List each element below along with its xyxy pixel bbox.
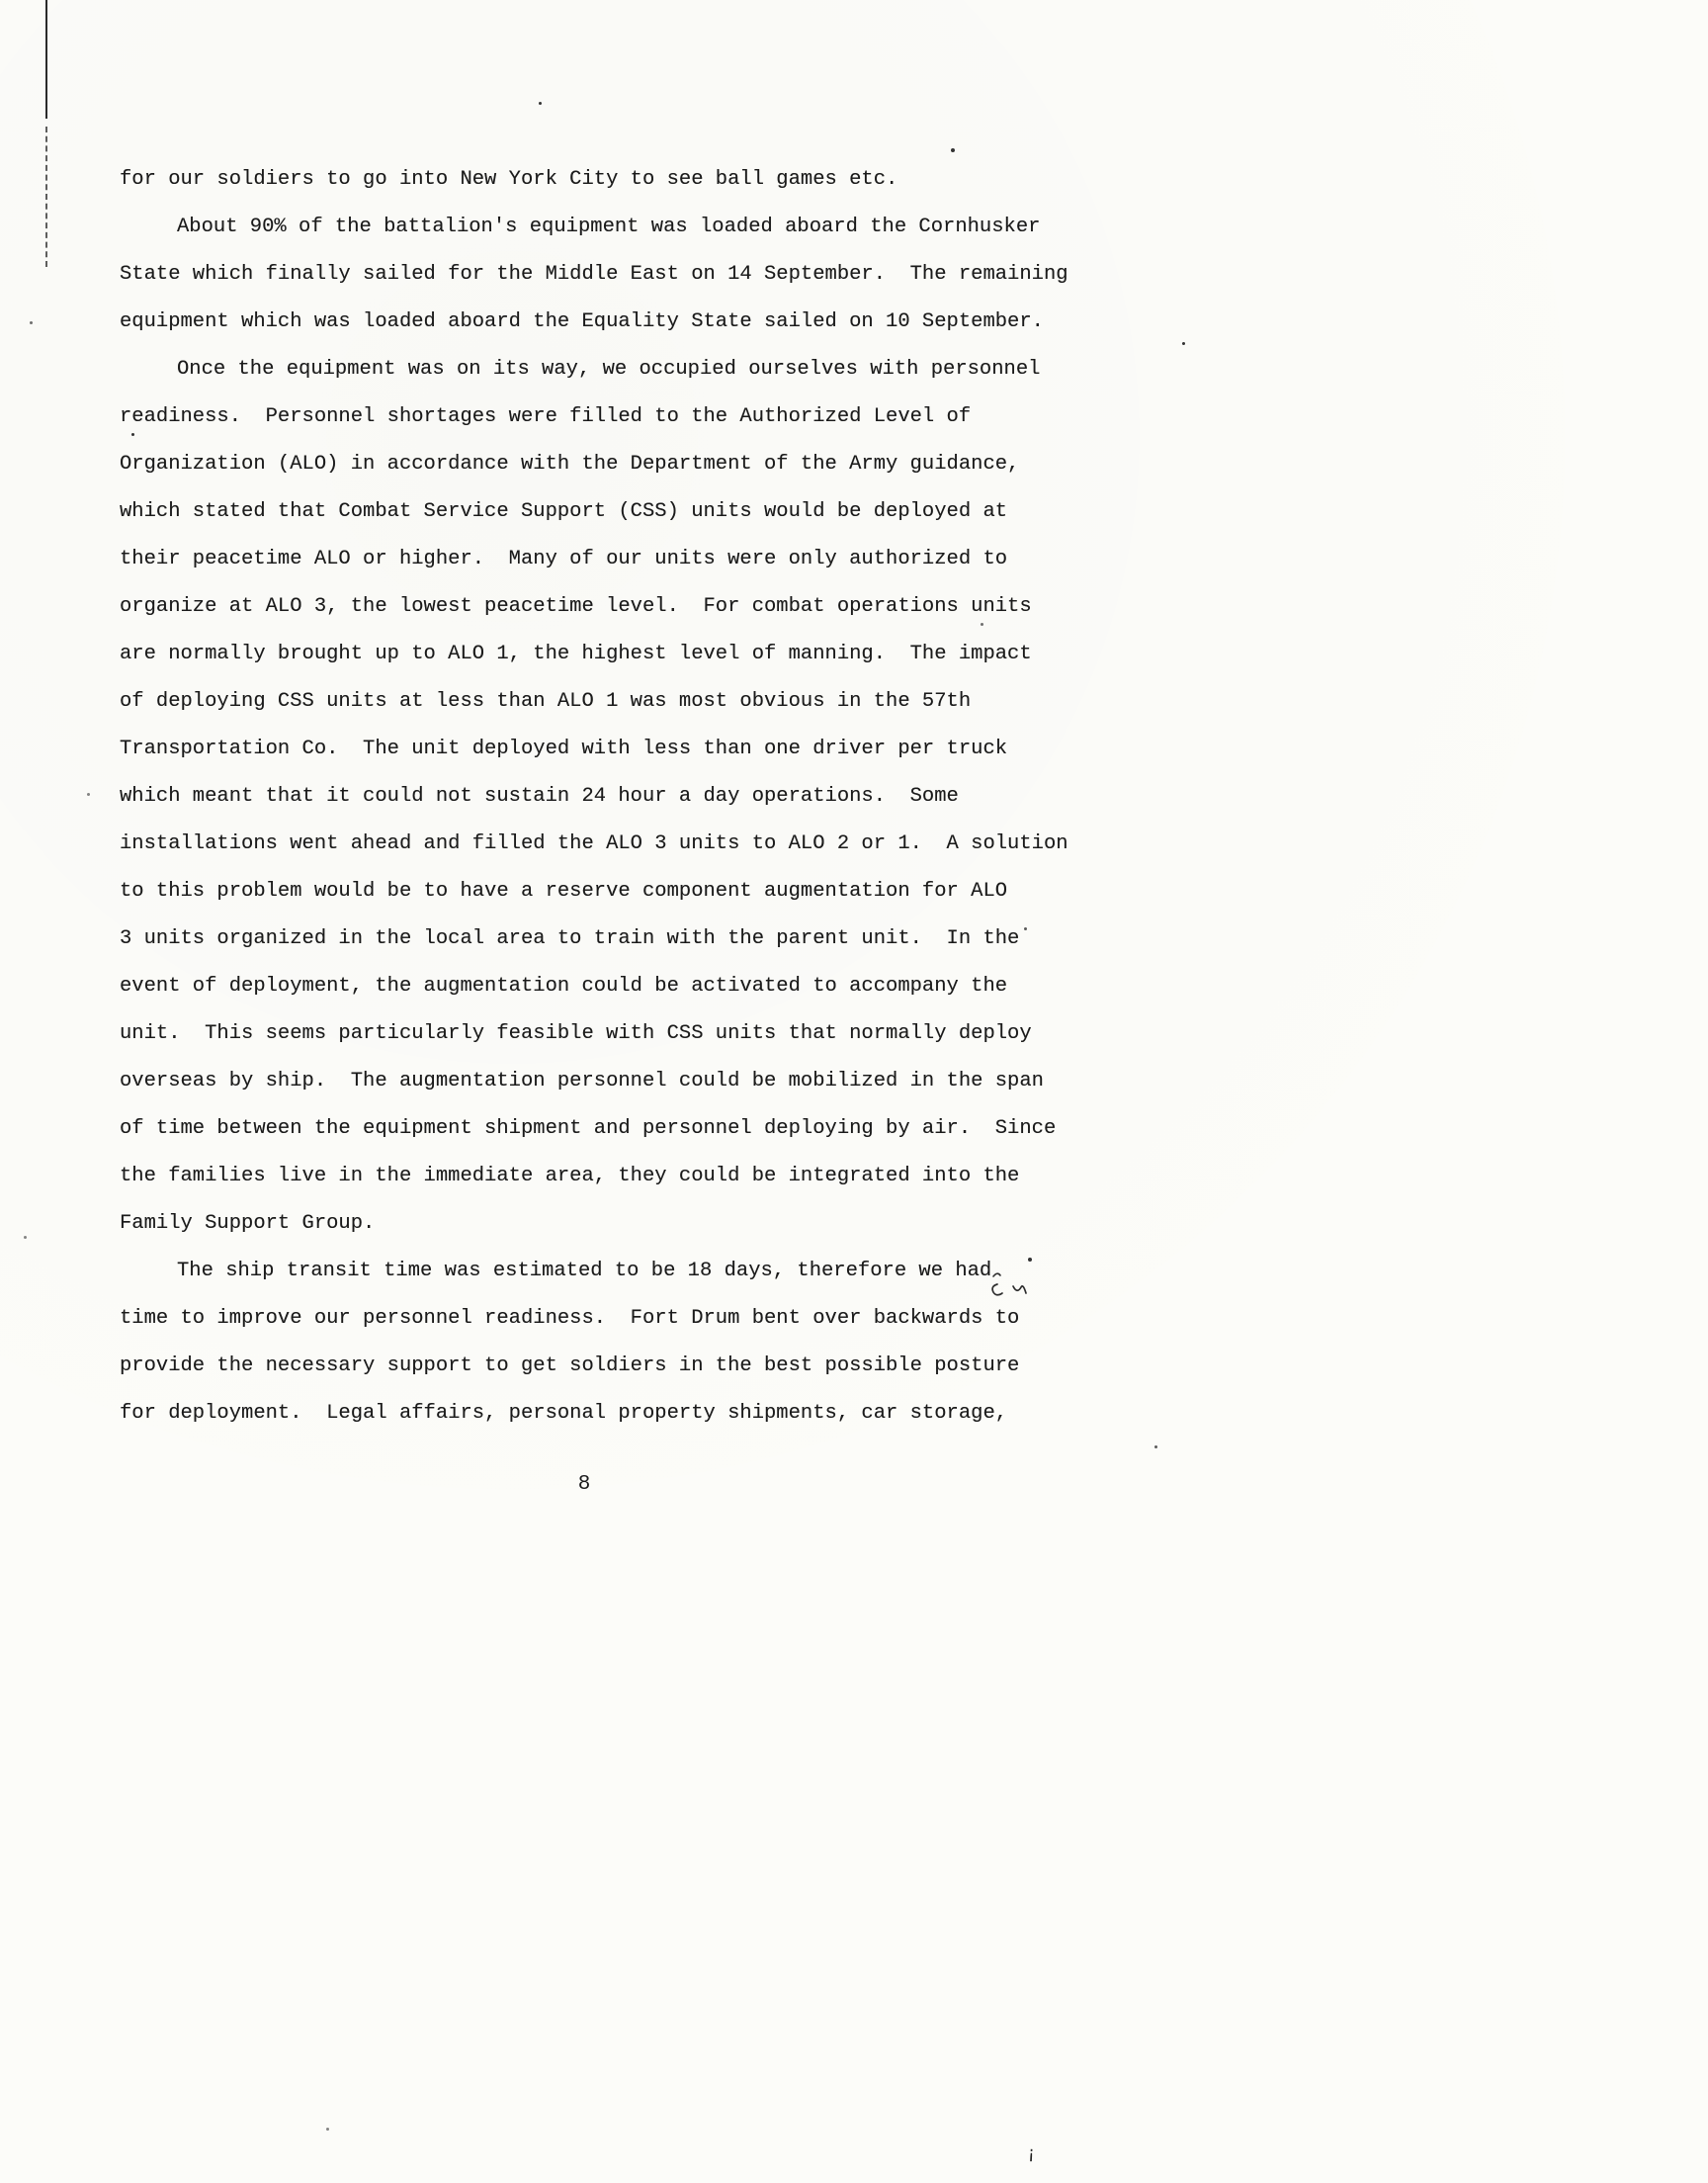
scan-speck [326, 2128, 329, 2131]
text-line: overseas by ship. The augmentation personnel could be mobilized in the span [120, 1070, 1044, 1092]
scan-speck [1024, 927, 1027, 930]
scan-speck [539, 102, 542, 105]
scan-speck [87, 793, 90, 796]
scan-speck [1028, 1258, 1032, 1262]
text-line: time to improve our personnel readiness. Fort Drum bent over backwards to [120, 1307, 1020, 1330]
text-line: Family Support Group. [120, 1212, 376, 1235]
scan-speck [24, 1236, 27, 1239]
text-line: which stated that Combat Service Support (CSS) units would be deployed at [120, 500, 1008, 523]
page-number: 8 [577, 1473, 591, 1496]
text-line: provide the necessary support to get soldiers in the best possible posture [120, 1354, 1020, 1377]
text-line: unit. This seems particularly feasible with CSS units that normally deploy [120, 1022, 1032, 1045]
text-line: event of deployment, the augmentation could be activated to accompany the [120, 975, 1008, 998]
text-line: their peacetime ALO or higher. Many of our units were only authorized to [120, 548, 1008, 570]
scan-speck [981, 623, 983, 626]
text-line: equipment which was loaded aboard the Equality State sailed on 10 September. [120, 310, 1044, 333]
scan-speck [131, 433, 134, 436]
text-line: readiness. Personnel shortages were filled to the Authorized Level of [120, 405, 972, 428]
text-line: Once the equipment was on its way, we occupied ourselves with personnel [177, 358, 1041, 381]
scan-artifact-line [45, 0, 47, 119]
scan-mark-exclamation: ¡ [1027, 2142, 1036, 2164]
handwritten-mark [983, 1270, 1035, 1300]
text-line: State which finally sailed for the Middle East on 14 September. The remaining [120, 263, 1068, 286]
text-line: for deployment. Legal affairs, personal property shipments, car storage, [120, 1402, 1008, 1425]
scan-speck [951, 148, 955, 152]
text-line: for our soldiers to go into New York City to see ball games etc. [120, 168, 898, 191]
scan-speck [1182, 342, 1185, 345]
text-line: of time between the equipment shipment and personnel deploying by air. Since [120, 1117, 1057, 1140]
text-line: of deploying CSS units at less than ALO 1 was most obvious in the 57th [120, 690, 972, 713]
text-line: to this problem would be to have a reserve component augmentation for ALO [120, 880, 1008, 903]
text-line: The ship transit time was estimated to be 18 days, therefore we had [177, 1260, 992, 1282]
text-block [120, 156, 1098, 1438]
text-line: About 90% of the battalion's equipment was loaded aboard the Cornhusker [177, 216, 1041, 238]
scan-artifact-line-dashed [45, 127, 47, 267]
scan-speck [30, 321, 33, 324]
text-line: are normally brought up to ALO 1, the highest level of manning. The impact [120, 643, 1032, 665]
text-line: which meant that it could not sustain 24 hour a day operations. Some [120, 785, 959, 808]
text-line: Organization (ALO) in accordance with the Department of the Army guidance, [120, 453, 1020, 476]
text-line: Transportation Co. The unit deployed with less than one driver per truck [120, 738, 1008, 760]
text-line: 3 units organized in the local area to train with the parent unit. In the [120, 927, 1020, 950]
scan-speck [1154, 1445, 1157, 1448]
text-line: installations went ahead and filled the ALO 3 units to ALO 2 or 1. A solution [120, 832, 1068, 855]
text-line: the families live in the immediate area, they could be integrated into the [120, 1165, 1020, 1187]
text-line: organize at ALO 3, the lowest peacetime level. For combat operations units [120, 595, 1032, 618]
